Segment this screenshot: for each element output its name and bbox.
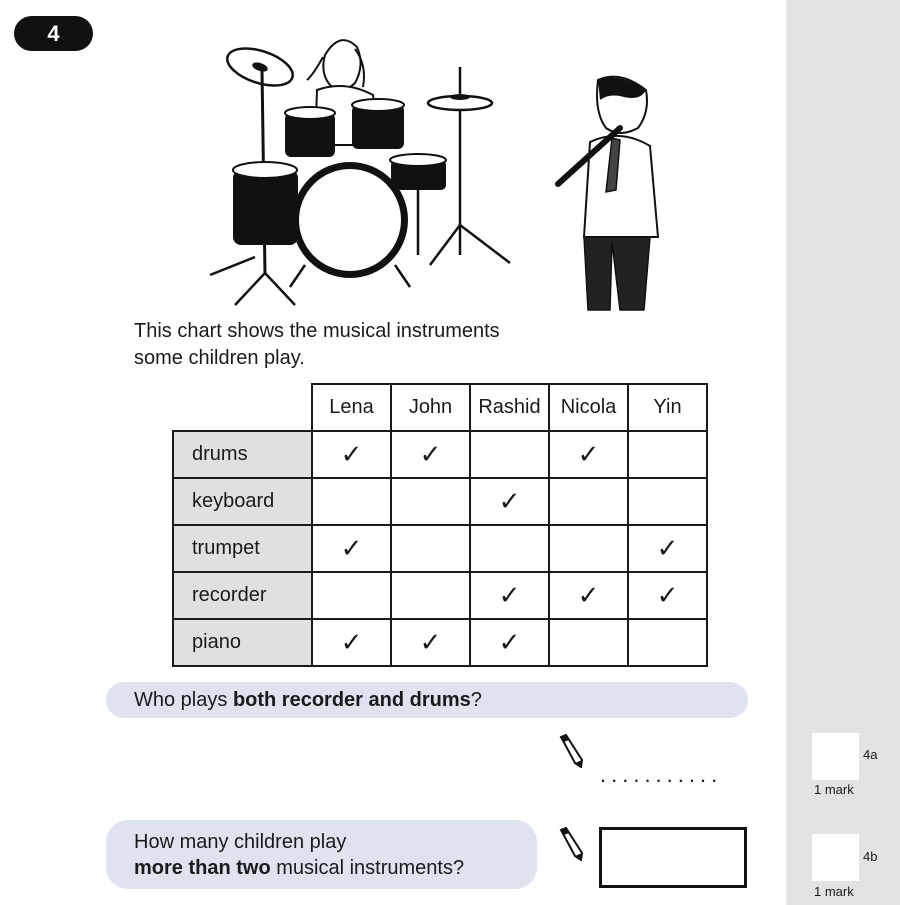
question-4a-suffix: ? — [470, 689, 482, 711]
row-header-trumpet: trumpet — [173, 525, 312, 572]
table-row-trumpet — [173, 525, 707, 572]
column-header-rashid: Rashid — [470, 384, 549, 431]
pencil-icon — [557, 734, 585, 768]
table-row-drums — [173, 431, 707, 478]
question-4b-line1: How many children play — [134, 831, 347, 853]
question-number-badge — [14, 16, 93, 51]
boy-recorder-illustration — [550, 72, 665, 317]
table-cell: ✓ — [312, 619, 391, 666]
chart-intro-text — [134, 318, 500, 372]
intro-line-1: This chart shows the musical instruments — [134, 320, 500, 342]
mark-label-4b: 1 mark — [814, 884, 854, 899]
mark-id-4b: 4b — [863, 849, 878, 864]
row-header-drums: drums — [173, 431, 312, 478]
question-4a-bold: both recorder and drums — [232, 689, 471, 711]
table-cell: ✓ — [549, 572, 628, 619]
pencil-icon — [557, 827, 585, 861]
column-header-yin: Yin — [628, 384, 707, 431]
table-cell: ✓ — [470, 619, 549, 666]
table-cell: ✓ — [312, 431, 391, 478]
question-4b-prompt — [106, 820, 537, 889]
column-header-john: John — [391, 384, 470, 431]
table-cell — [549, 619, 628, 666]
table-row-piano — [173, 619, 707, 666]
question-4b-bold: more than two — [134, 857, 271, 879]
table-cell: ✓ — [628, 525, 707, 572]
row-header-recorder: recorder — [173, 572, 312, 619]
question-4b-line2 — [134, 855, 537, 881]
table-cell — [312, 478, 391, 525]
table-cell: ✓ — [312, 525, 391, 572]
table-row-recorder — [173, 572, 707, 619]
column-header-nicola: Nicola — [549, 384, 628, 431]
question-number: 4 — [47, 20, 60, 46]
mark-label-4a: 1 mark — [814, 782, 854, 797]
table-corner — [173, 384, 312, 431]
table-cell: ✓ — [391, 619, 470, 666]
table-cell — [391, 572, 470, 619]
table-header-row — [173, 384, 707, 431]
intro-line-2: some children play. — [134, 347, 305, 369]
row-header-keyboard: keyboard — [173, 478, 312, 525]
table-cell — [549, 478, 628, 525]
table-cell — [470, 525, 549, 572]
table-cell — [628, 619, 707, 666]
table-cell — [628, 478, 707, 525]
question-4a-prompt — [106, 682, 748, 718]
mark-box-4a[interactable] — [812, 733, 859, 780]
answer-box-4b[interactable] — [599, 827, 747, 888]
mark-id-4a: 4a — [863, 747, 878, 762]
table-cell: ✓ — [391, 431, 470, 478]
table-cell — [470, 431, 549, 478]
column-header-lena: Lena — [312, 384, 391, 431]
table-cell — [628, 431, 707, 478]
table-cell: ✓ — [628, 572, 707, 619]
table-cell: ✓ — [549, 431, 628, 478]
question-4a-prefix: Who plays — [134, 689, 233, 711]
table-cell — [391, 478, 470, 525]
table-cell: ✓ — [470, 572, 549, 619]
answer-line-4a[interactable]: ........... — [600, 762, 723, 787]
mark-box-4b[interactable] — [812, 834, 859, 881]
table-cell: ✓ — [470, 478, 549, 525]
table-cell — [312, 572, 391, 619]
table-cell — [549, 525, 628, 572]
instruments-table — [172, 383, 708, 667]
question-4b-suffix: musical instruments? — [270, 857, 465, 879]
table-row-keyboard — [173, 478, 707, 525]
row-header-piano: piano — [173, 619, 312, 666]
drum-kit-illustration — [195, 25, 525, 310]
table-cell — [391, 525, 470, 572]
